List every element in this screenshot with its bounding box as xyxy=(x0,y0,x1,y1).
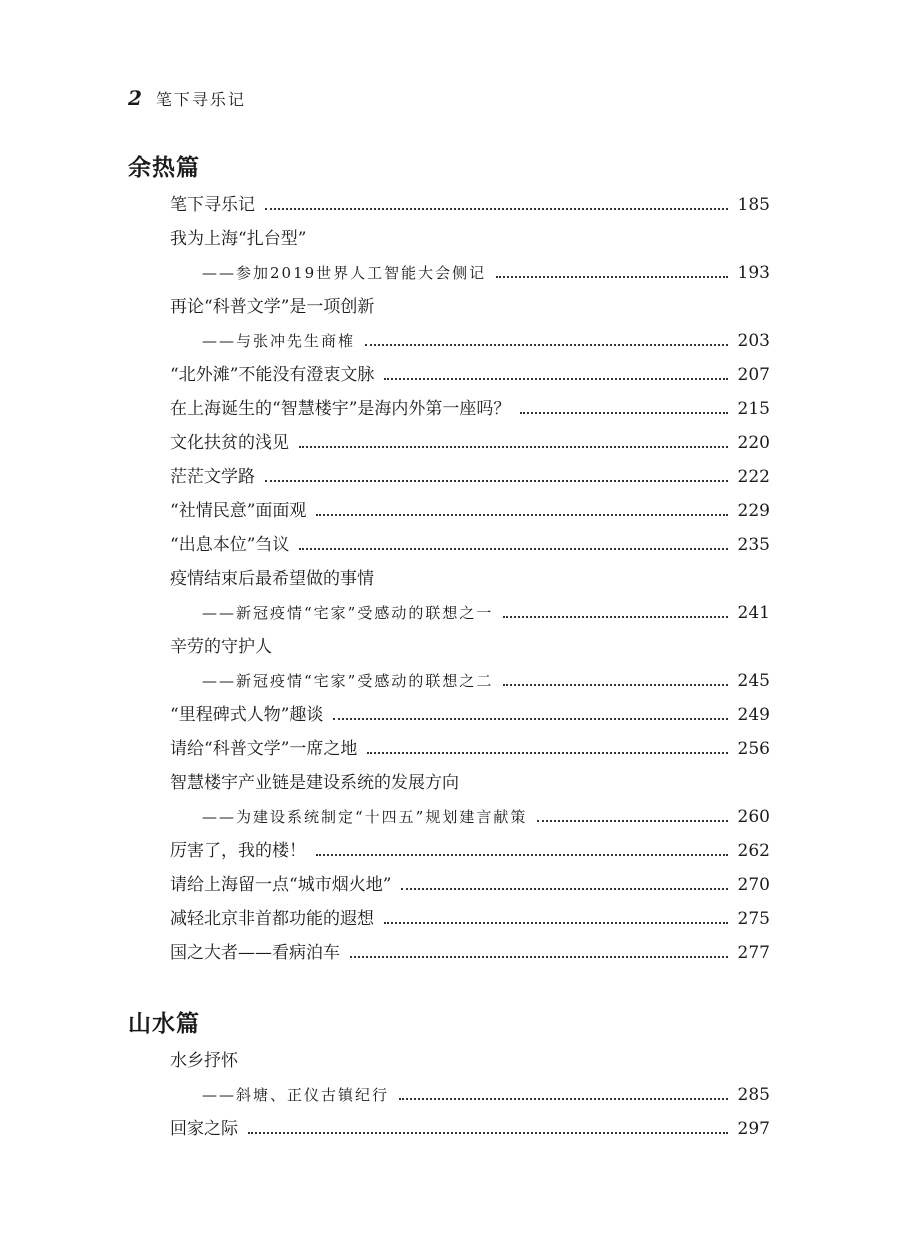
entry-page-number: 275 xyxy=(737,909,770,929)
toc-entry[interactable] xyxy=(128,392,770,426)
entry-title: “里程碑式人物”趣谈 xyxy=(170,705,324,725)
entry-title: 减轻北京非首都功能的遐想 xyxy=(170,909,374,929)
entry-page-number: 185 xyxy=(737,195,770,215)
page-number: 2 xyxy=(128,86,142,110)
toc-entry[interactable] xyxy=(128,494,770,528)
entry-page-number: 260 xyxy=(737,807,770,827)
dot-leader xyxy=(316,513,727,516)
entry-page-number: 229 xyxy=(737,501,770,521)
toc-entry[interactable] xyxy=(128,766,770,800)
entry-title: ——为建设系统制定“十四五”规划建言献策 xyxy=(202,808,528,826)
entry-title: “出息本位”刍议 xyxy=(170,535,290,555)
toc-entry[interactable] xyxy=(128,460,770,494)
entry-title: ——新冠疫情“宅家”受感动的联想之二 xyxy=(202,672,494,690)
entry-title: 辛劳的守护人 xyxy=(170,637,272,657)
entry-title: 在上海诞生的“智慧楼宇”是海内外第一座吗？ xyxy=(170,399,511,419)
dot-leader xyxy=(265,479,728,482)
entry-page-number: 235 xyxy=(737,535,770,555)
toc-subtitle-entry[interactable] xyxy=(128,256,770,290)
toc-subtitle-entry[interactable] xyxy=(128,596,770,630)
entry-page-number: 285 xyxy=(737,1085,770,1105)
toc-entry[interactable] xyxy=(128,188,770,222)
toc-entry[interactable] xyxy=(128,936,770,970)
entry-title: 厉害了，我的楼！ xyxy=(170,841,306,861)
toc-entry[interactable] xyxy=(128,358,770,392)
toc-entry[interactable] xyxy=(128,562,770,596)
entry-title: ——参加2019世界人工智能大会侧记 xyxy=(202,264,487,282)
toc-entry[interactable] xyxy=(128,290,770,324)
dot-leader xyxy=(316,853,728,856)
entry-page-number: 215 xyxy=(737,399,770,419)
section-title: 余热篇 xyxy=(128,154,200,181)
entry-page-number: 262 xyxy=(737,841,770,861)
entry-title: 再论“科普文学”是一项创新 xyxy=(170,297,375,317)
entry-page-number: 220 xyxy=(737,433,770,453)
dot-leader xyxy=(367,751,727,754)
entry-title: “社情民意”面面观 xyxy=(170,501,307,521)
dot-leader xyxy=(299,547,727,550)
toc-subtitle-entry[interactable] xyxy=(128,664,770,698)
entry-title: 笔下寻乐记 xyxy=(170,195,255,215)
running-header xyxy=(128,86,246,110)
entry-title: ——与张冲先生商榷 xyxy=(202,332,356,350)
running-title: 笔下寻乐记 xyxy=(155,90,246,109)
dot-leader xyxy=(401,887,727,890)
dot-leader xyxy=(365,343,728,346)
entry-page-number: 245 xyxy=(737,671,770,691)
dot-leader xyxy=(399,1097,728,1100)
entry-title: 文化扶贫的浅见 xyxy=(170,433,289,453)
entry-page-number: 249 xyxy=(737,705,770,725)
entry-title: 请给上海留一点“城市烟火地” xyxy=(170,875,392,895)
toc-subtitle-entry[interactable] xyxy=(128,800,770,834)
dot-leader xyxy=(503,615,727,618)
entry-page-number: 203 xyxy=(737,331,770,351)
entry-page-number: 241 xyxy=(737,603,770,623)
dot-leader xyxy=(496,275,727,278)
dot-leader xyxy=(520,411,727,414)
entry-title: 茫茫文学路 xyxy=(170,467,255,487)
entry-title: 智慧楼宇产业链是建设系统的发展方向 xyxy=(170,773,459,793)
entry-title: ——新冠疫情“宅家”受感动的联想之一 xyxy=(202,604,494,622)
entry-page-number: 297 xyxy=(737,1119,770,1139)
entry-title: “北外滩”不能没有澄衷文脉 xyxy=(170,365,375,385)
toc-entries xyxy=(128,1044,770,1146)
entry-page-number: 256 xyxy=(737,739,770,759)
dot-leader xyxy=(384,921,728,924)
entry-title: ——斜塘、正仪古镇纪行 xyxy=(202,1086,390,1104)
section-title: 山水篇 xyxy=(128,1010,200,1037)
dot-leader xyxy=(265,207,728,210)
toc-entry[interactable] xyxy=(128,834,770,868)
entry-title: 我为上海“扎台型” xyxy=(170,229,307,249)
entry-title: 水乡抒怀 xyxy=(170,1051,238,1071)
entry-page-number: 277 xyxy=(737,943,770,963)
toc-entry[interactable] xyxy=(128,222,770,256)
entry-page-number: 222 xyxy=(737,467,770,487)
toc-entry[interactable] xyxy=(128,630,770,664)
dot-leader xyxy=(248,1131,728,1134)
toc-entry[interactable] xyxy=(128,698,770,732)
toc-entry[interactable] xyxy=(128,902,770,936)
entry-title: 请给“科普文学”一席之地 xyxy=(170,739,358,759)
toc-entry[interactable] xyxy=(128,1112,770,1146)
toc-entry[interactable] xyxy=(128,1044,770,1078)
toc-entry[interactable] xyxy=(128,868,770,902)
toc-entries xyxy=(128,188,770,970)
dot-leader xyxy=(333,717,727,720)
dot-leader xyxy=(299,445,728,448)
dot-leader xyxy=(350,955,728,958)
toc-entry[interactable] xyxy=(128,528,770,562)
toc-entry[interactable] xyxy=(128,426,770,460)
toc-subtitle-entry[interactable] xyxy=(128,324,770,358)
entry-page-number: 193 xyxy=(737,263,770,283)
toc-entry[interactable] xyxy=(128,732,770,766)
entry-title: 疫情结束后最希望做的事情 xyxy=(170,569,374,589)
toc-section-shanshui xyxy=(128,1004,770,1146)
entry-page-number: 207 xyxy=(737,365,770,385)
dot-leader xyxy=(537,819,727,822)
dot-leader xyxy=(384,377,727,380)
entry-title: 国之大者——看病泊车 xyxy=(170,943,340,963)
toc-section-yure xyxy=(128,148,770,970)
entry-title: 回家之际 xyxy=(170,1119,238,1139)
entry-page-number: 270 xyxy=(737,875,770,895)
dot-leader xyxy=(503,683,727,686)
toc-subtitle-entry[interactable] xyxy=(128,1078,770,1112)
